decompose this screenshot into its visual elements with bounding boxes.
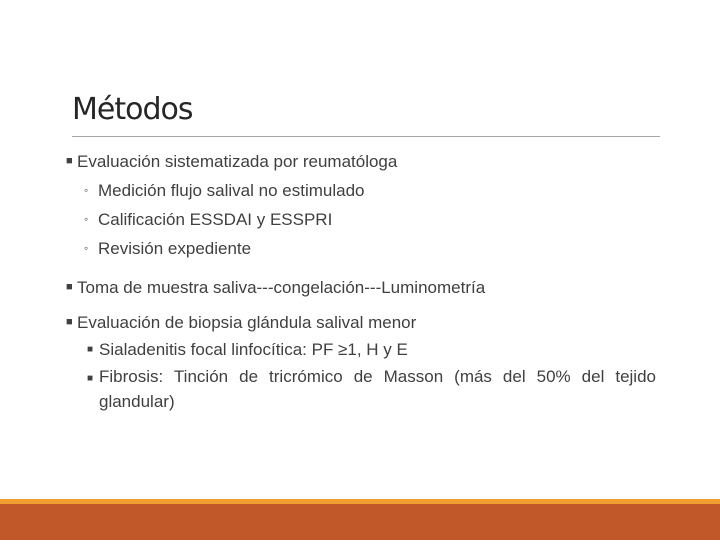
sub-bullet-item	[66, 335, 656, 364]
sub-bullet-item	[66, 234, 656, 263]
bullet-item	[66, 310, 656, 335]
sub-bullet-item	[66, 364, 656, 414]
slide-title: Métodos	[72, 92, 193, 127]
title-divider	[72, 136, 660, 137]
square-bullet-icon: ■	[66, 316, 73, 328]
square-bullet-icon: ■	[87, 344, 94, 355]
sub-bullet-text: Fibrosis: Tinción de tricrómico de Masson (más del 50% del tejido glandular)	[99, 367, 656, 411]
bullet-item	[66, 147, 656, 176]
ring-bullet-icon: ◦	[84, 212, 89, 226]
square-bullet-icon: ■	[66, 155, 73, 167]
ring-bullet-icon: ◦	[84, 183, 89, 197]
bullet-text: Evaluación sistematizada por reumatóloga	[77, 152, 398, 171]
bullet-text: Evaluación de biopsia glándula salival menor	[77, 313, 417, 332]
sub-bullet-text: Calificación ESSDAI y ESSPRI	[98, 210, 333, 229]
sub-bullet-text: Sialadenitis focal linfocítica: PF ≥1, H y E	[99, 340, 408, 359]
slide-body	[66, 147, 656, 414]
bullet-item	[66, 273, 656, 302]
sub-bullet-item	[66, 176, 656, 205]
footer-bar	[0, 504, 720, 540]
sub-bullet-text: Revisión expediente	[98, 239, 252, 258]
sub-bullet-text: Medición flujo salival no estimulado	[98, 181, 365, 200]
square-bullet-icon: ■	[87, 373, 94, 384]
ring-bullet-icon: ◦	[84, 241, 89, 255]
square-bullet-icon: ■	[66, 281, 73, 293]
sub-bullet-item	[66, 205, 656, 234]
bullet-text: Toma de muestra saliva---congelación---Luminometría	[77, 278, 486, 297]
